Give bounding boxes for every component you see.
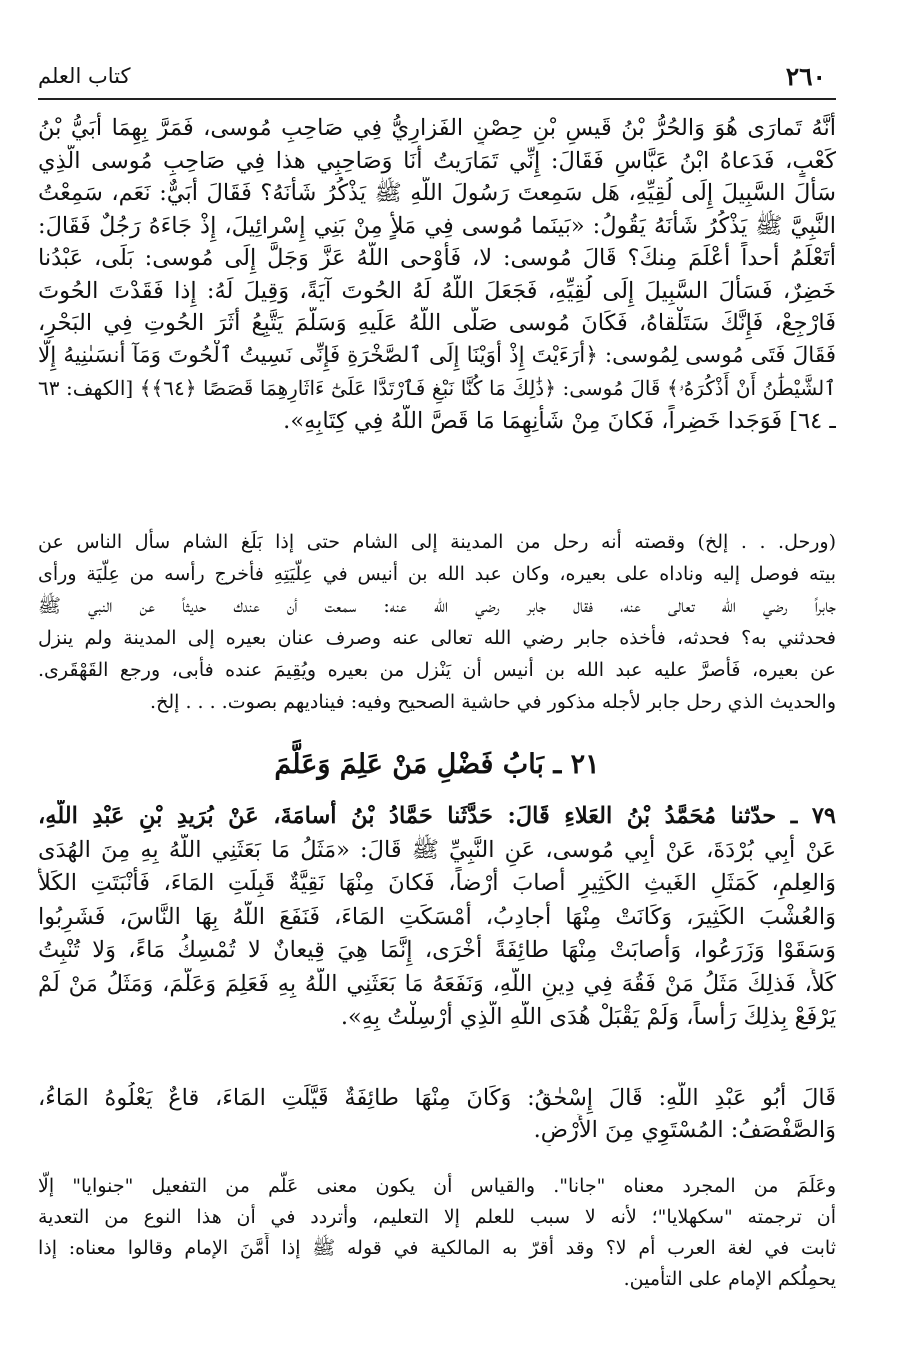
main-text-line: سَأَلَ السَّبِيلَ إِلَى لُقِيِّهِ، هَل سَمِعتَ رَسُولَ اللَّهِ ﷺ يَذْكُرُ شَأْنَهُ؟ فَقَالَ أُبَيٌّ: نَعَم، سَمِعْتُ	[38, 180, 836, 206]
main-text-line: خَضِرٌ، فَسَأَلَ السَّبِيلَ إِلَى لُقِيِّهِ، فَجَعَلَ اللَّهُ لَهُ الحُوتَ آيَةً، وَقِيلَ لَهُ: إِذا فَقَدْتَ الحُوتَ	[38, 277, 836, 304]
main-text-line: فَارْجِعْ، فَإِنَّكَ سَتَلْقاهُ، فَكَانَ مُوسى صَلَّى اللَّهُ عَلَيهِ وَسَلَّمَ يَتَّبِعُ أَثَرَ الحُوتِ فِي البَحْرِ،	[38, 310, 836, 336]
main-text-line: أَتَعْلَمُ أَحداً أَعْلَمَ مِنكَ؟ قَالَ مُوسى: لا، فَأَوْحى اللَّهُ عَزَّ وَجَلَّ إِلَى مُوسى: بَلَى، عَبْدُنا	[38, 245, 836, 271]
hadith-line: كَلأً، فَذلِكَ مَثَلُ مَنْ فَقُهَ فِي دِينِ اللَّهِ، وَنَفَعَهُ مَا بَعَثَنِي اللَّهُ بِهِ فَعَلِمَ وَعَلَّمَ، وَمَثَلُ مَنْ لَمْ	[38, 970, 836, 997]
note-line: (ورحل. . . إلخ) وقصته أنه رحل من المدينة إلى الشام حتى إذا بَلَغ الشام سأل الناس عن	[38, 531, 836, 553]
hadith-line: وَالعِلمِ، كَمَثَلِ الغَيثِ الكَثِيرِ أَصابَ أَرْضاً، فَكانَ مِنْهَا نَقِيَّةٌ قَبِلَتِ المَاءَ، فَأَنْبَتَتِ الكَلأَ	[38, 870, 836, 896]
main-text-line: النَّبِيَّ ﷺ يَذْكُرُ شَأْنَهُ يَقُولُ: «بَينَما مُوسى فِي مَلأٍ مِنْ بَنِي إِسْرائِيلَ، إِذْ جَاءَهُ رَجُلٌ فَقَالَ:	[38, 212, 836, 239]
hadith-79	[38, 800, 836, 1035]
comment-line: وَالصَّفْصَفُ: المُسْتَوِي مِنَ الأَرْضِ.	[533, 1117, 836, 1143]
abu-abdillah-comment	[38, 1082, 836, 1146]
hadith-line: عَنْ أَبِي بُرْدَةَ، عَنْ أَبِي مُوسى، عَنِ النَّبِيِّ ﷺ قَالَ: «مَثَلُ مَا بَعَثَنِي اللَّهُ بِهِ مِنَ الهُدَى	[38, 836, 836, 863]
hadith-line: ٧٩ ـ حدّثنا مُحَمَّدُ بْنُ العَلاءِ قَالَ: حَدَّثَنا حَمَّادُ بْنُ أُسامَةَ، عَنْ بُرَيدِ بْنِ عَبْدِ اللَّهِ،	[38, 803, 836, 829]
page-number: ٢٦٠	[785, 62, 826, 91]
note-line: جابراً رضي الله تعالى عنه، فقال جابر رضي الله عنه: سمعت أن عندك حديثاً عن النبي ﷺ	[38, 595, 836, 617]
hadith-line: وَالعُشْبَ الكَثِيرَ، وَكَانَتْ مِنْهَا أَجادِبُ، أَمْسَكَتِ المَاءَ، فَنَفَعَ اللَّهُ بِهَا النَّاسَ، فَشَرِبُوا	[38, 903, 836, 930]
main-text-line: أَنَّهُ تَمارَى هُوَ وَالحُرُّ بْنُ قَيسِ بْنِ حِصْنٍ الفَزارِيُّ فِي صَاحِبِ مُوسى، فَمَرَّ بِهِمَا أُبَيُّ بْنُ	[38, 115, 836, 141]
note-line: فحدثني به؟ فحدثه، فأخذه جابر رضي الله تعالى عنه وصرف عنان بعيره إلى المدينة ولم ينزل	[38, 627, 836, 649]
note-line: يحمِلُكم الإمام على التأمين.	[623, 1268, 836, 1290]
note-line: عن بعيره، فَأصرَّ عليه عبد الله بن أنيس أن يَنْزل من بعيره ويُقِيمَ عنده فأبى، ورجع القَهْقَرى.	[38, 659, 836, 681]
main-text-line: كَعْبٍ، فَدَعاهُ ابْنُ عَبَّاسٍ فَقَالَ: إِنِّي تَمَارَيتُ أَنَا وَصَاحِبِي هذا فِي صَاحِبِ مُوسى الَّذِي	[38, 147, 836, 174]
note-line: وعَلَمَ من المجرد معناه "جانا". والقياس أن يكون معنى عَلَّم من التفعيل "جنوايا" إلّا	[38, 1175, 836, 1197]
main-text-line: ٱلشَّيْطَٰنُ أَنْ أَذْكُرَهُۥ﴾ قَالَ مُوسى: ﴿ذَٰلِكَ مَا كُنَّا نَبْغِ فَٱرْتَدَّا عَلَىٰٓ ءَاثَارِهِمَا قَصَصًا ﴿٦٤﴾﴾ [الكهف: ٦٣	[38, 376, 836, 400]
note-line: بيته فوصل إليه وناداه على بعيره، وكان عبد الله بن أنيس في عِلّيَتِهِ فأخرج رأسه من عِلّيَة ورأى	[38, 563, 836, 585]
main-text	[38, 112, 836, 437]
note-line: والحديث الذي رحل جابر لأجله مذكور في حاشية الصحيح وفيه: فيناديهم بصوت. . . . إلخ.	[150, 691, 836, 713]
commentary-note-2	[38, 1171, 836, 1295]
note-line: أن ترجمته "سكهلايا"؛ لأنه لا سبب للعلم إلا التعليم، وأتردد في أن هذا النوع من التعدية	[38, 1206, 836, 1228]
chapter-heading: ٢١ ـ بَابُ فَضْلِ مَنْ عَلِمَ وَعَلَّمَ	[274, 749, 600, 780]
hadith-line: وَسَقَوْا وَزَرَعُوا، وَأَصابَتْ مِنْهَا طائِفَةً أُخْرَى، إِنَّمَا هِيَ قِيعانٌ لا تُمْسِكُ مَاءً، وَلا تُنْبِتُ	[38, 937, 836, 963]
main-text-line: ـ ٦٤] فَوَجَدا خَضِراً، فَكانَ مِنْ شَأْنِهِمَا مَا قَصَّ اللَّهُ فِي كِتَابِهِ».	[283, 407, 836, 434]
main-text-line: فَقَالَ فَتَى مُوسى لِمُوسى: ﴿أَرَءَيْتَ إِذْ أَوَيْنَا إِلَى ٱلصَّخْرَةِ فَإِنِّى نَسِيتُ ٱلْحُوتَ وَمَآ أَنسَىٰنِيهُ إِلَّا	[38, 342, 836, 368]
commentary-note	[38, 526, 836, 718]
running-header	[38, 58, 836, 100]
comment-line: قَالَ أَبُو عَبْدِ اللَّهِ: قَالَ إِسْحٰقُ: وَكَانَ مِنْهَا طائِفَةٌ قَيَّلَتِ المَاءَ، قاعٌ يَعْلُوهُ المَاءُ،	[38, 1085, 836, 1111]
note-line: ثابت في لغة العرب أم لا؟ وقد أقرّ به المالكية في قوله ﷺ إذا أَمَّنَ الإمام وقالوا معناه: إذا	[38, 1237, 836, 1259]
book-title: كتاب العلم	[38, 64, 131, 88]
hadith-line: يَرْفَعْ بِذلِكَ رَأْساً، وَلَمْ يَقْبَلْ هُدَى اللَّهِ الَّذِي أُرْسِلْتُ بِهِ».	[340, 1004, 836, 1030]
